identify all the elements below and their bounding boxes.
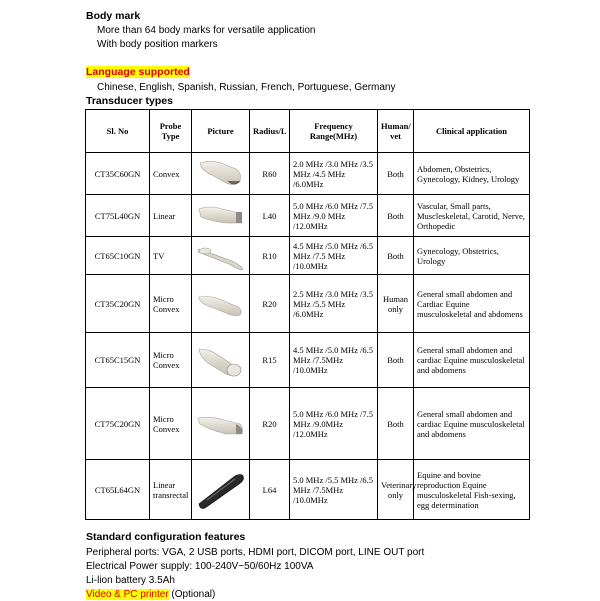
cell-sl-no: CT65C10GN [86,237,150,275]
standard-config-title: Standard configuration features [86,531,246,543]
table-row [86,460,530,520]
cell-probe-type: Convex [150,153,192,195]
table-row [86,333,530,388]
header-clinical: Clinical application [414,110,530,153]
cell-picture [192,333,250,388]
cell-probe-type: Linear transrectal [150,460,192,520]
transducer-title: Transducer types [86,95,173,107]
header-sl-no: Sl. No [86,110,150,153]
cell-human-vet: Both [378,153,414,195]
cell-radius: R20 [250,388,290,460]
header-human-vet: Human/ vet [378,110,414,153]
cell-human-vet: Human only [378,275,414,333]
cell-clinical: Equine and bovine reproduction Equine musculoskeletal Fish-sexing, egg determination [414,460,530,520]
micro-convex-probe-icon [196,406,246,442]
table-row [86,153,530,195]
cell-clinical: Abdomen, Obstetrics, Gynecology, Kidney, Urology [414,153,530,195]
cell-picture [192,153,250,195]
cell-frequency: 4.5 MHz /5.0 MHz /6.5 MHz /7.5MHz /10.0MHz [290,333,378,388]
cell-human-vet: Both [378,388,414,460]
cell-sl-no: CT35C60GN [86,153,150,195]
cell-clinical: General small abdomen and Cardiac Equine musculoskeletal and abdomens [414,275,530,333]
cell-radius: R20 [250,275,290,333]
cell-radius: L64 [250,460,290,520]
micro-convex-probe-icon [196,341,246,379]
cell-probe-type: TV [150,237,192,275]
table-row [86,195,530,237]
cell-picture [192,460,250,520]
printer-highlight: Video & PC printer [86,589,169,600]
cell-picture [192,237,250,275]
cell-probe-type: Micro Convex [150,333,192,388]
cell-picture [192,388,250,460]
header-probe-type: Probe Type [150,110,192,153]
language-title-text: Language supported [86,66,190,78]
cell-radius: L40 [250,195,290,237]
cell-frequency: 2.5 MHz /3.0 MHz /3.5 MHz /5.5 MHz /6.0MHz [290,275,378,333]
standard-line-printer [86,588,215,601]
linear-probe-icon [196,199,246,233]
cell-sl-no: CT65L64GN [86,460,150,520]
convex-probe-icon [196,157,246,191]
cell-probe-type: Micro Convex [150,275,192,333]
cell-radius: R15 [250,333,290,388]
language-list: Chinese, English, Spanish, Russian, French, Portuguese, Germany [97,82,396,93]
cell-frequency: 4.5 MHz /5.0 MHz /6.5 MHz /7.5 MHz /10.0MHz [290,237,378,275]
cell-sl-no: CT75C20GN [86,388,150,460]
cell-radius: R10 [250,237,290,275]
cell-frequency: 5.0 MHz /5.5 MHz /6.5 MHz /7.5MHz /10.0MHz [290,460,378,520]
cell-clinical: General small abdomen and cardiac Equine musculoskeletal and abdomens [414,388,530,460]
standard-line-battery: Li-lion battery 3.5Ah [86,575,175,586]
cell-clinical: General small abdomen and cardiac Equine musculoskeletal and abdomens [414,333,530,388]
transducer-table [85,109,530,520]
body-mark-title: Body mark [86,10,141,22]
standard-line-power: Electrical Power supply: 100-240V~50/60Hz 100VA [86,561,314,572]
cell-frequency: 5.0 MHz /6.0 MHz /7.5 MHz /9.0MHz /12.0MHz [290,388,378,460]
transrectal-probe-icon [195,470,247,510]
body-mark-line-2: With body position markers [97,39,218,50]
transvaginal-probe-icon [196,241,246,271]
header-radius: Radius/L [250,110,290,153]
cell-clinical: Vascular, Small parts, Muscleskeletal, Carotid, Nerve, Orthopedic [414,195,530,237]
table-row [86,237,530,275]
cell-frequency: 2.0 MHz /3.0 MHz /3.5 MHz /4.5 MHz /6.0MHz [290,153,378,195]
cell-picture [192,275,250,333]
cell-sl-no: CT75L40GN [86,195,150,237]
cell-probe-type: Linear [150,195,192,237]
table-row [86,275,530,333]
table-row [86,388,530,460]
cell-picture [192,195,250,237]
cell-human-vet: Both [378,237,414,275]
language-title [86,66,190,79]
cell-human-vet: Both [378,333,414,388]
printer-optional: (Optional) [168,589,216,600]
body-mark-line-1: More than 64 body marks for versatile application [97,25,316,36]
cell-radius: R60 [250,153,290,195]
cell-human-vet: Veterinary only [378,460,414,520]
cell-human-vet: Both [378,195,414,237]
cell-frequency: 5.0 MHz /6.0 MHz /7.5 MHz /9.0 MHz /12.0MHz [290,195,378,237]
standard-line-ports: Peripheral ports: VGA, 2 USB ports, HDMI port, DICOM port, LINE OUT port [86,547,425,558]
table-header-row [86,110,530,153]
header-picture: Picture [192,110,250,153]
cell-sl-no: CT35C20GN [86,275,150,333]
cell-clinical: Gynecology, Obstetrics, Urology [414,237,530,275]
micro-convex-probe-icon [196,287,246,321]
header-frequency: Frequency Range(MHz) [290,110,378,153]
cell-sl-no: CT65C15GN [86,333,150,388]
cell-probe-type: Micro Convex [150,388,192,460]
